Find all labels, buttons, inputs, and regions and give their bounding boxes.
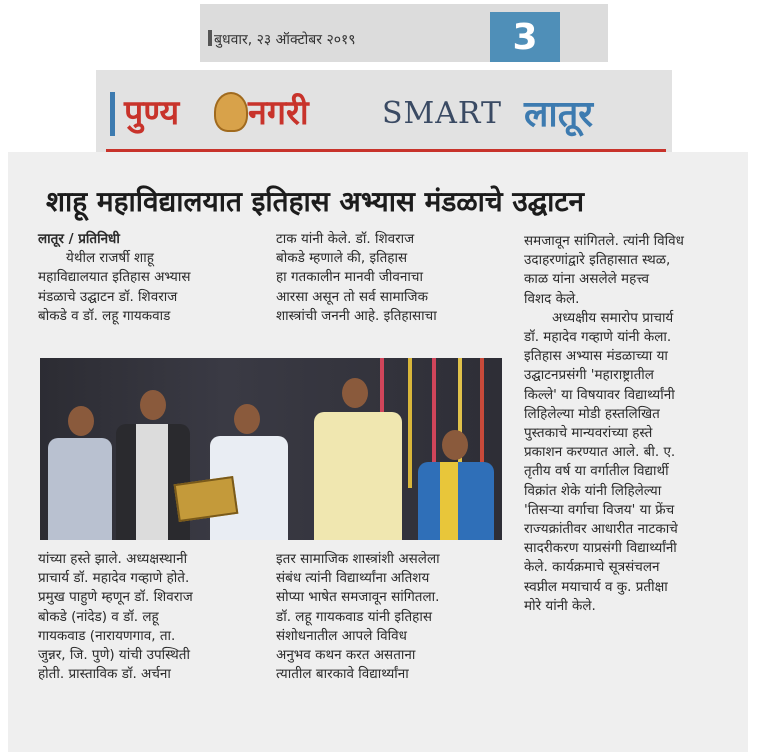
paragraph-line: संबंध त्यांनी विद्यार्थ्यांना अतिशय	[276, 570, 430, 587]
paragraph-line: बोकडे म्हणाले की, इतिहास	[276, 250, 408, 267]
paragraph-line: बोकडे व डॉ. लहू गायकवाड	[38, 307, 171, 324]
page-number: 3	[490, 12, 560, 62]
paragraph-line: तृतीय वर्ष या वर्गातील विद्यार्थी	[524, 463, 669, 480]
paragraph-line: उदाहरणांद्वारे इतिहासात स्थळ,	[524, 252, 671, 269]
brand-name-part1: पुण्य	[124, 93, 180, 133]
paragraph-line: टाक यांनी केले. डॉ. शिवराज	[276, 231, 415, 247]
paragraph-line: केले. कार्यक्रमाचे सूत्रसंचलन	[524, 559, 660, 576]
paragraph-line: येथील राजर्षी शाहू	[66, 250, 154, 267]
column-1-bottom	[38, 550, 270, 684]
paragraph-line: मंडळाचे उद्घाटन डॉ. शिवराज	[38, 288, 178, 305]
article-headline: शाहू महाविद्यालयात इतिहास अभ्यास मंडळाचे उद्घाटन	[46, 185, 585, 218]
paragraph-line: 'तिसऱ्या वर्गाचा विजय' या फ्रेंच	[524, 501, 675, 518]
paragraph-line: उद्घाटनप्रसंगी 'महाराष्ट्रातील	[524, 367, 654, 384]
paragraph-line: राज्यक्रांतीवर आधारीत नाटकाचे	[524, 521, 678, 538]
event-photo	[40, 358, 502, 540]
paragraph-line: प्राचार्य डॉ. महादेव गव्हाणे होते.	[38, 570, 190, 587]
paragraph-line: मोरे यांनी केले.	[524, 597, 596, 614]
person-3	[204, 390, 292, 540]
paragraph-line: संशोधनातील आपले विविध	[276, 627, 407, 644]
paragraph-line: होती. प्रास्ताविक डॉ. अर्चना	[38, 666, 171, 683]
paragraph-line: सोप्या भाषेत समजावून सांगितला.	[276, 589, 440, 606]
paragraph-line: जुन्नर, जि. पुणे) यांची उपस्थिती	[38, 647, 190, 664]
edition-city: लातूर	[524, 94, 593, 135]
paragraph-line: किल्ले' या विषयावर विद्यार्थ्यांनी	[524, 386, 675, 403]
paragraph-line: प्रमुख पाहुणे म्हणून डॉ. शिवराज	[38, 589, 193, 606]
masthead	[96, 70, 672, 158]
byline: लातूर / प्रतिनिधी	[38, 231, 120, 247]
paragraph-line: समजावून सांगितले. त्यांनी विविध	[524, 233, 684, 249]
ganesha-emblem-icon	[214, 92, 248, 132]
paragraph-line: सादरीकरण याप्रसंगी विद्यार्थ्यांनी	[524, 540, 677, 557]
dateline-strip	[200, 4, 608, 62]
paragraph-line: लिहिलेल्या मोडी हस्तलिखित	[524, 405, 660, 422]
paragraph-line: महाविद्यालयात इतिहास अभ्यास	[38, 269, 191, 286]
paragraph-line: इतिहास अभ्यास मंडळाच्या या	[524, 348, 668, 365]
paragraph-line: प्रकाशन करण्यात आले. बी. ए.	[524, 444, 676, 461]
person-1	[44, 390, 114, 540]
paragraph-line: त्यातील बारकावे विद्यार्थ्यांना	[276, 666, 409, 683]
paragraph-line: हा गतकालीन मानवी जीवनाचा	[276, 269, 423, 286]
paragraph-line: गायकवाड (नारायणगाव, ता.	[38, 627, 176, 644]
paragraph-line: यांच्या हस्ते झाले. अध्यक्षस्थानी	[38, 551, 188, 567]
paragraph-line: पुस्तकाचे मान्यवरांच्या हस्ते	[524, 425, 653, 442]
column-2-bottom	[276, 550, 516, 684]
paragraph-line: बोकडे (नांदेड) व डॉ. लहू	[38, 608, 159, 625]
paragraph-line: शास्त्रांची जननी आहे. इतिहासाचा	[276, 307, 437, 324]
paragraph-line: अनुभव कथन करत असताना	[276, 647, 416, 664]
dateline-text: बुधवार, २३ ऑक्टोबर २०१९	[214, 32, 356, 48]
dateline-marker	[208, 30, 212, 46]
person-4	[306, 370, 406, 540]
paragraph-line: डॉ. लहू गायकवाड यांनी इतिहास	[276, 608, 432, 625]
paragraph-line: आरसा असून तो सर्व सामाजिक	[276, 288, 428, 305]
paragraph-line: अध्यक्षीय समारोप प्राचार्य	[552, 309, 674, 326]
column-3	[524, 232, 746, 616]
column-1-top	[38, 230, 270, 326]
masthead-accent-bar	[110, 92, 115, 136]
person-5	[412, 420, 496, 540]
paragraph-line: विक्रांत शेके यांनी लिहिलेल्या	[524, 482, 662, 499]
news-clipping	[8, 152, 748, 752]
paragraph-line: विशद केले.	[524, 290, 580, 307]
brand-name-part2: नगरी	[248, 93, 309, 133]
column-2-top	[276, 230, 516, 326]
paragraph-line: इतर सामाजिक शास्त्रांशी असलेला	[276, 551, 440, 567]
paragraph-line: काळ यांना असलेले महत्त्व	[524, 271, 650, 288]
paragraph-line: डॉ. महादेव गव्हाणे यांनी केला.	[524, 329, 672, 346]
paragraph-line: स्वप्नील मयाचार्य व कु. प्रतीक्षा	[524, 578, 668, 595]
edition-prefix: SMART	[382, 96, 503, 131]
